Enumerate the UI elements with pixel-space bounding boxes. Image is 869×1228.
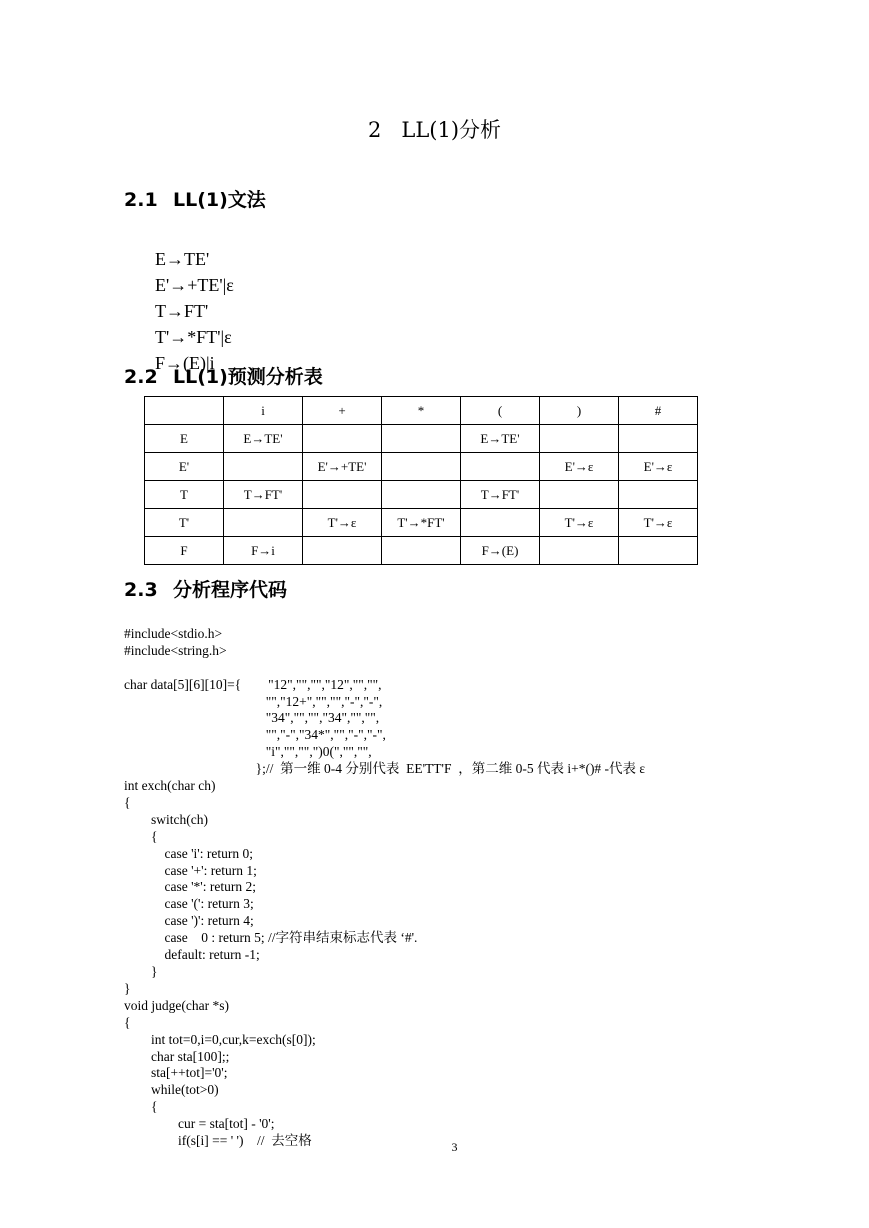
table-cell: F→i [224, 537, 303, 565]
code-line: default: return -1; [124, 947, 260, 963]
code-line: case '(': return 3; [124, 896, 254, 912]
table-cell [619, 537, 698, 565]
table-cell: ( [461, 397, 540, 425]
table-cell: E [145, 425, 224, 453]
code-line: case ')': return 4; [124, 913, 254, 929]
table-cell [303, 537, 382, 565]
grammar-rule: F→(E)|i [155, 353, 215, 373]
section-title: LL(1)预测分析表 [173, 366, 323, 388]
table-cell: T'→ε [540, 509, 619, 537]
table-row [145, 537, 698, 565]
section-title: 分析程序代码 [173, 579, 288, 601]
table-cell [224, 509, 303, 537]
table-cell: ) [540, 397, 619, 425]
table-cell: + [303, 397, 382, 425]
code-line: { [124, 1099, 158, 1115]
table-cell: T' [145, 509, 224, 537]
table-cell: T'→ε [619, 509, 698, 537]
code-line: if(s[i] == ' ') // 去空格 [124, 1133, 312, 1149]
table-cell: F→(E) [461, 537, 540, 565]
table-cell [619, 425, 698, 453]
code-line: int tot=0,i=0,cur,k=exch(s[0]); [124, 1031, 316, 1047]
table-cell [382, 425, 461, 453]
section-heading-code [124, 575, 287, 602]
table-cell [619, 481, 698, 509]
table-cell [382, 453, 461, 481]
code-line: sta[++tot]='0'; [124, 1065, 228, 1081]
code-line: int exch(char ch) [124, 778, 216, 794]
code-line: };// 第一维 0-4 分别代表 EE'TT'F ，第二维 0-5 代表 i+*()# -代表 ε [124, 761, 646, 777]
table-cell [461, 509, 540, 537]
code-line: char data[5][6][10]={ "12","","","12","","", [124, 676, 382, 692]
table-cell [303, 425, 382, 453]
code-line: case '+': return 1; [124, 862, 257, 878]
code-line: while(tot>0) [124, 1082, 219, 1098]
table-cell: F [145, 537, 224, 565]
code-line: "","-","34*","","-","-", [124, 727, 386, 743]
code-line: "","12+","","","-","-", [124, 693, 383, 709]
table-cell [303, 481, 382, 509]
code-line: switch(ch) [124, 811, 208, 827]
prediction-table [144, 396, 698, 565]
chapter-title: 2 LL(1)分析 [367, 118, 502, 142]
table-cell [382, 537, 461, 565]
code-line: case 0 : return 5; //字符串结束标志代表 ‘#'. [124, 930, 418, 946]
table-cell: E→TE' [461, 425, 540, 453]
grammar-rule: T→FT' [155, 301, 209, 321]
table-cell [224, 453, 303, 481]
table-cell [145, 397, 224, 425]
table-cell [540, 481, 619, 509]
table-cell: E'→ε [619, 453, 698, 481]
table-row [145, 481, 698, 509]
section-heading-table [124, 362, 323, 389]
page-number: 3 [451, 1140, 458, 1154]
code-line: { [124, 1014, 131, 1030]
table-cell: E'→ε [540, 453, 619, 481]
code-block [124, 609, 645, 1167]
table-cell: T'→ε [303, 509, 382, 537]
table-cell: * [382, 397, 461, 425]
grammar-rule: E→TE' [155, 249, 210, 269]
section-number: 2.3 [124, 579, 158, 601]
code-line: #include<string.h> [124, 642, 227, 658]
code-line: #include<stdio.h> [124, 625, 223, 641]
grammar-rule: E'→+TE'|ε [155, 275, 234, 295]
code-line: char sta[100];; [124, 1048, 230, 1064]
table-header-row [145, 397, 698, 425]
table-row [145, 425, 698, 453]
table-cell: T→FT' [461, 481, 540, 509]
code-line: "i","","",")0(","","", [124, 744, 372, 760]
code-line: cur = sta[tot] - '0'; [124, 1116, 275, 1132]
table-cell: E' [145, 453, 224, 481]
section-heading-grammar [124, 185, 266, 212]
code-line: } [124, 980, 131, 996]
table-row [145, 453, 698, 481]
code-line: case '*': return 2; [124, 879, 256, 895]
table-row [145, 509, 698, 537]
table-cell: E'→+TE' [303, 453, 382, 481]
section-title: LL(1)文法 [173, 189, 266, 211]
section-number: 2.2 [124, 366, 158, 388]
code-line [124, 660, 645, 677]
table-cell [382, 481, 461, 509]
table-cell: i [224, 397, 303, 425]
section-number: 2.1 [124, 189, 158, 211]
table-cell: # [619, 397, 698, 425]
table-cell: T [145, 481, 224, 509]
code-line: } [124, 964, 158, 980]
code-line: { [124, 794, 131, 810]
table-cell: T'→*FT' [382, 509, 461, 537]
code-line: case 'i': return 0; [124, 845, 253, 861]
table-cell [540, 425, 619, 453]
grammar-rule: T'→*FT'|ε [155, 327, 232, 347]
table-cell: E→TE' [224, 425, 303, 453]
code-line: "34","","","34","","", [124, 710, 380, 726]
table-cell [540, 537, 619, 565]
code-line: void judge(char *s) [124, 997, 229, 1013]
table-cell: T→FT' [224, 481, 303, 509]
table-cell [461, 453, 540, 481]
code-line: { [124, 828, 158, 844]
